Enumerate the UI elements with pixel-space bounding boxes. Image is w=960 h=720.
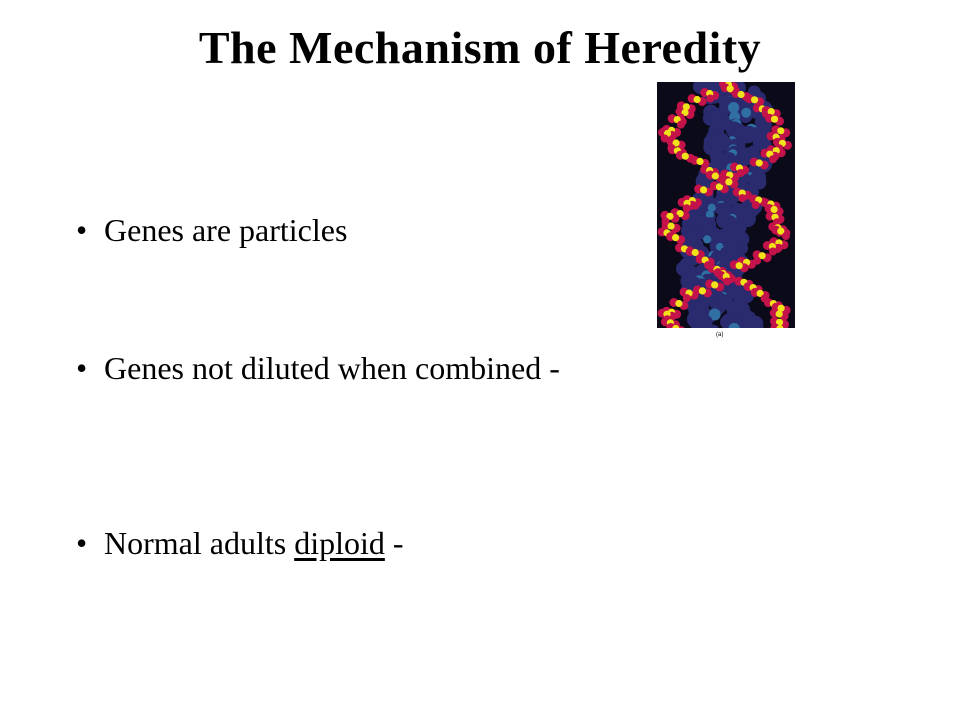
phosphorus-atom bbox=[696, 158, 703, 165]
oxygen-atom bbox=[683, 204, 691, 212]
oxygen-atom bbox=[769, 248, 777, 256]
base-atom bbox=[728, 102, 739, 113]
bullet-dot-icon: • bbox=[76, 212, 88, 248]
phosphorus-atom bbox=[692, 249, 699, 256]
bullet-dot-icon: • bbox=[76, 525, 88, 561]
phosphorus-atom bbox=[711, 281, 718, 288]
oxygen-atom bbox=[677, 121, 685, 129]
phosphorus-atom bbox=[668, 223, 675, 230]
bullet-text: Genes not diluted when combined - bbox=[104, 350, 560, 386]
bullet-text: Genes are particles bbox=[104, 212, 348, 248]
phosphorus-atom bbox=[777, 127, 784, 134]
bullet-dot-icon: • bbox=[76, 350, 88, 386]
phosphorus-atom bbox=[776, 310, 783, 317]
bullet-item-genes-not-diluted bbox=[76, 348, 560, 388]
phosphorus-atom bbox=[751, 96, 758, 103]
slide-title: The Mechanism of Heredity bbox=[198, 22, 762, 73]
bullet-text-suffix: - bbox=[384, 525, 404, 561]
base-atom bbox=[741, 108, 751, 118]
phosphorus-atom bbox=[675, 300, 682, 307]
base-atom bbox=[703, 235, 711, 243]
oxygen-atom bbox=[683, 294, 691, 302]
oxygen-atom bbox=[782, 232, 790, 240]
phosphorus-atom bbox=[771, 116, 778, 123]
phosphorus-atom bbox=[756, 159, 763, 166]
bullet-item-genes-particles bbox=[76, 210, 347, 250]
image-caption: (a) bbox=[716, 332, 724, 338]
diploid-term: diploid bbox=[294, 525, 385, 561]
oxygen-atom bbox=[738, 194, 746, 202]
phosphorus-atom bbox=[738, 91, 745, 98]
phosphorus-atom bbox=[699, 287, 706, 294]
oxygen-atom bbox=[723, 278, 731, 286]
phosphorus-atom bbox=[725, 178, 732, 185]
dna-double-helix-image bbox=[657, 82, 795, 328]
phosphorus-atom bbox=[712, 172, 719, 179]
phosphorus-atom bbox=[682, 153, 689, 160]
bullet-item-diploid bbox=[76, 523, 404, 563]
bullet-text-prefix: Normal adults bbox=[104, 525, 295, 561]
base-atom bbox=[708, 204, 716, 212]
phosphorus-atom bbox=[736, 262, 743, 269]
phosphorus-atom bbox=[672, 234, 679, 241]
oxygen-atom bbox=[769, 155, 777, 163]
oxygen-atom bbox=[706, 95, 714, 103]
oxygen-atom bbox=[752, 201, 760, 209]
phosphorus-atom bbox=[694, 96, 701, 103]
phosphorus-atom bbox=[700, 186, 707, 193]
